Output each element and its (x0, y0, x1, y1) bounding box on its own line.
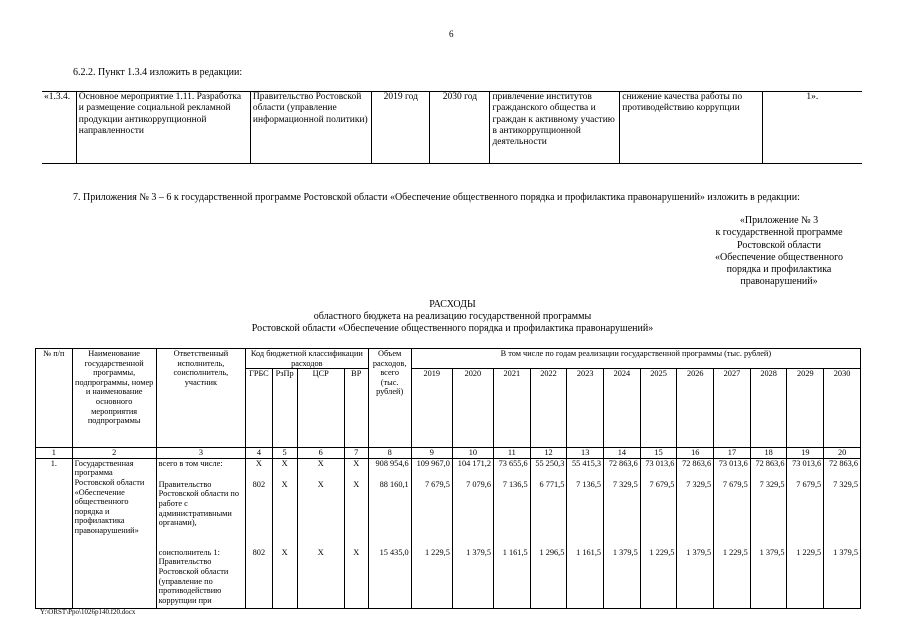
column-number: 20 (824, 448, 861, 459)
year-value-line: 72 863,6 (755, 458, 785, 468)
column-number: 16 (677, 448, 714, 459)
column-number: 3 (156, 448, 245, 459)
rzpr-line: Х (281, 547, 288, 557)
measure-table (42, 91, 862, 164)
header-volume: Объем расходов, всего (тыс. рублей) (368, 349, 411, 448)
executor-line: всего в том числе: (158, 458, 223, 468)
appendix-line: к государственной программе (715, 227, 843, 239)
appendix-line: «Обеспечение общественного (715, 251, 843, 263)
column-number: 2 (72, 448, 156, 459)
rzpr (272, 458, 297, 608)
header-year: 2029 (787, 369, 824, 448)
year-value-line: 1 379,5 (612, 547, 638, 557)
header-year: 2030 (824, 369, 861, 448)
grbs-line: 802 (252, 479, 266, 489)
header-year: 2023 (567, 369, 604, 448)
measure-name: Основное мероприятие 1.11. Разработка и размещение социальной рекламной продукции антикоррупционной направленности (76, 92, 250, 164)
header-years-title: В том числе по годам реализации государственной программы (тыс. рублей) (411, 349, 860, 369)
year-value-line: 1 379,5 (466, 547, 491, 557)
column-number: 9 (411, 448, 452, 459)
vr-line: Х (353, 479, 360, 489)
year-value-line: 72 863,6 (682, 458, 712, 468)
year-value (493, 458, 530, 608)
year-value-line: 1 229,5 (649, 547, 675, 557)
year-value-line: 1 296,5 (539, 547, 565, 557)
column-number: 8 (368, 448, 411, 459)
column-number: 7 (344, 448, 368, 459)
row-number (36, 458, 73, 608)
column-number: 14 (604, 448, 641, 459)
vr-line: Х (353, 458, 360, 468)
header-year: 2022 (530, 369, 567, 448)
year-value (567, 458, 604, 608)
year-value-line: 1 229,5 (722, 547, 748, 557)
vr (344, 458, 368, 608)
row-number: «1.3.4. (42, 92, 76, 164)
total-line: 15 435,0 (379, 547, 409, 557)
table-row (42, 92, 862, 164)
title-line: Ростовской области «Обеспечение общественного порядка и профилактика правонарушений» (251, 323, 654, 334)
header-rzpr: РзПр (272, 369, 297, 448)
year-value-line: 7 329,5 (612, 479, 638, 489)
total-line: 908 954,6 (375, 458, 409, 468)
measure-result: привлечение институтов гражданского общества и граждан к активному участию в антикоррупционной деятельности (490, 92, 620, 164)
year-value (640, 458, 677, 608)
column-number: 5 (272, 448, 297, 459)
year-value (677, 458, 714, 608)
grbs (246, 458, 273, 608)
header-np: № п/п (36, 349, 73, 448)
header-year: 2020 (452, 369, 493, 448)
year-value (411, 458, 452, 608)
year-value-line: 7 679,5 (722, 479, 748, 489)
year-value-line: 1 229,5 (424, 547, 450, 557)
appendix-line: порядка и профилактика (726, 264, 832, 276)
year-value-line: 73 013,6 (792, 458, 822, 468)
year-value-line: 7 079,6 (466, 479, 491, 489)
measure-consequence: снижение качества работы по противодействию коррупции (620, 92, 762, 164)
csr-line: Х (317, 479, 324, 489)
header-name: Наименование государственной программы, подпрограммы, номер и наименование основного мероприятия подпрограммы (72, 349, 156, 448)
year-value-line: 7 329,5 (759, 479, 785, 489)
year-value-line: 72 863,6 (608, 458, 638, 468)
title-line: областного бюджета на реализацию государственной программы (313, 311, 592, 322)
column-number: 18 (750, 448, 787, 459)
header-year: 2027 (714, 369, 751, 448)
column-number: 10 (452, 448, 493, 459)
column-number: 11 (493, 448, 530, 459)
header-year: 2021 (493, 369, 530, 448)
year-value (452, 458, 493, 608)
rzpr-line: Х (281, 479, 288, 489)
grbs-line: 802 (252, 547, 266, 557)
year-value-line: 73 655,6 (498, 458, 528, 468)
header-grbs: ГРБС (246, 369, 273, 448)
year-value (750, 458, 787, 608)
measure-link: 1». (762, 92, 862, 164)
executor-line: Правительство Ростовской области по работе с административными органами), (158, 479, 240, 528)
year-value (787, 458, 824, 608)
measure-executor: Правительство Ростовской области (управление информационной политики) (250, 92, 371, 164)
csr-line: Х (317, 458, 324, 468)
year-value (530, 458, 567, 608)
table-row (36, 458, 861, 608)
program-name (72, 458, 156, 608)
column-number: 1 (36, 448, 73, 459)
header-year: 2019 (411, 369, 452, 448)
year-value-line: 7 679,5 (796, 479, 822, 489)
year-value-line: 6 771,5 (539, 479, 565, 489)
year-value (824, 458, 861, 608)
year-value-line: 55 250,3 (535, 458, 565, 468)
section-heading-7: 7. Приложения № 3 – 6 к государственной программе Ростовской области «Обеспечение общественного порядка и профилактика правонарушений» изложить в редакции: (73, 192, 800, 203)
title-line: РАСХОДЫ (429, 299, 476, 310)
measure-end: 2030 год (430, 92, 490, 164)
expenses-table (35, 348, 861, 609)
column-number: 12 (530, 448, 567, 459)
appendix-line: «Приложение № 3 (739, 215, 819, 226)
year-value-line: 7 136,5 (576, 479, 602, 489)
column-number: 6 (297, 448, 344, 459)
program-name-text: Государственная программа Ростовской области «Обеспечение общественного порядка и профилактика правонарушений» (74, 458, 145, 535)
year-value-line: 109 967,0 (416, 458, 450, 468)
appendix-line: Ростовской области (737, 239, 821, 251)
header-year: 2028 (750, 369, 787, 448)
header-vr: ВР (344, 369, 368, 448)
year-value (714, 458, 751, 608)
year-value-line: 72 863,6 (828, 458, 858, 468)
year-value-line: 7 329,5 (833, 479, 858, 489)
year-value-line: 1 379,5 (686, 547, 712, 557)
section-heading-622: 6.2.2. Пункт 1.3.4 изложить в редакции: (73, 67, 243, 78)
year-value-line: 55 415,3 (572, 458, 602, 468)
year-value-line: 1 379,5 (833, 547, 858, 557)
appendix-line: правонарушений» (740, 276, 818, 288)
executor-line: соисполнитель 1: Правительство Ростовской области (управление по противодействию коррупции при (158, 547, 229, 605)
row-number-text: 1. (50, 458, 57, 468)
appendix-note (690, 215, 868, 289)
footer-path: Y:\ORST\Ppo\1026p140.f20.docx (40, 608, 136, 616)
header-year: 2024 (604, 369, 641, 448)
year-value-line: 7 329,5 (686, 479, 712, 489)
column-number: 15 (640, 448, 677, 459)
total (368, 458, 411, 608)
column-number: 17 (714, 448, 751, 459)
column-numbers-row (36, 448, 861, 459)
year-value-line: 73 013,6 (645, 458, 675, 468)
vr-line: Х (353, 547, 360, 557)
measure-start: 2019 год (372, 92, 430, 164)
year-value-line: 1 229,5 (796, 547, 822, 557)
column-number: 13 (567, 448, 604, 459)
year-value-line: 7 679,5 (649, 479, 675, 489)
year-value-line: 104 171,2 (457, 458, 491, 468)
column-number: 4 (246, 448, 273, 459)
year-value (604, 458, 641, 608)
grbs-line: Х (255, 458, 262, 468)
year-value-line: 1 161,5 (502, 547, 528, 557)
year-value-line: 7 136,5 (502, 479, 528, 489)
year-value-line: 1 379,5 (759, 547, 785, 557)
csr (297, 458, 344, 608)
page-number: 6 (449, 29, 454, 39)
year-value-line: 7 679,5 (424, 479, 450, 489)
header-row (36, 349, 861, 369)
header-year: 2026 (677, 369, 714, 448)
column-number: 19 (787, 448, 824, 459)
header-executor: Ответственный исполнитель, соисполнитель, участник (156, 349, 245, 448)
year-value-line: 73 013,6 (718, 458, 748, 468)
rzpr-line: Х (281, 458, 288, 468)
executor (156, 458, 245, 608)
csr-line: Х (317, 547, 324, 557)
document-title (0, 299, 905, 335)
year-value-line: 1 161,5 (576, 547, 602, 557)
total-line: 88 160,1 (379, 479, 409, 489)
header-year: 2025 (640, 369, 677, 448)
header-code: Код бюджетной классификации расходов (246, 349, 369, 369)
header-csr: ЦСР (297, 369, 344, 448)
